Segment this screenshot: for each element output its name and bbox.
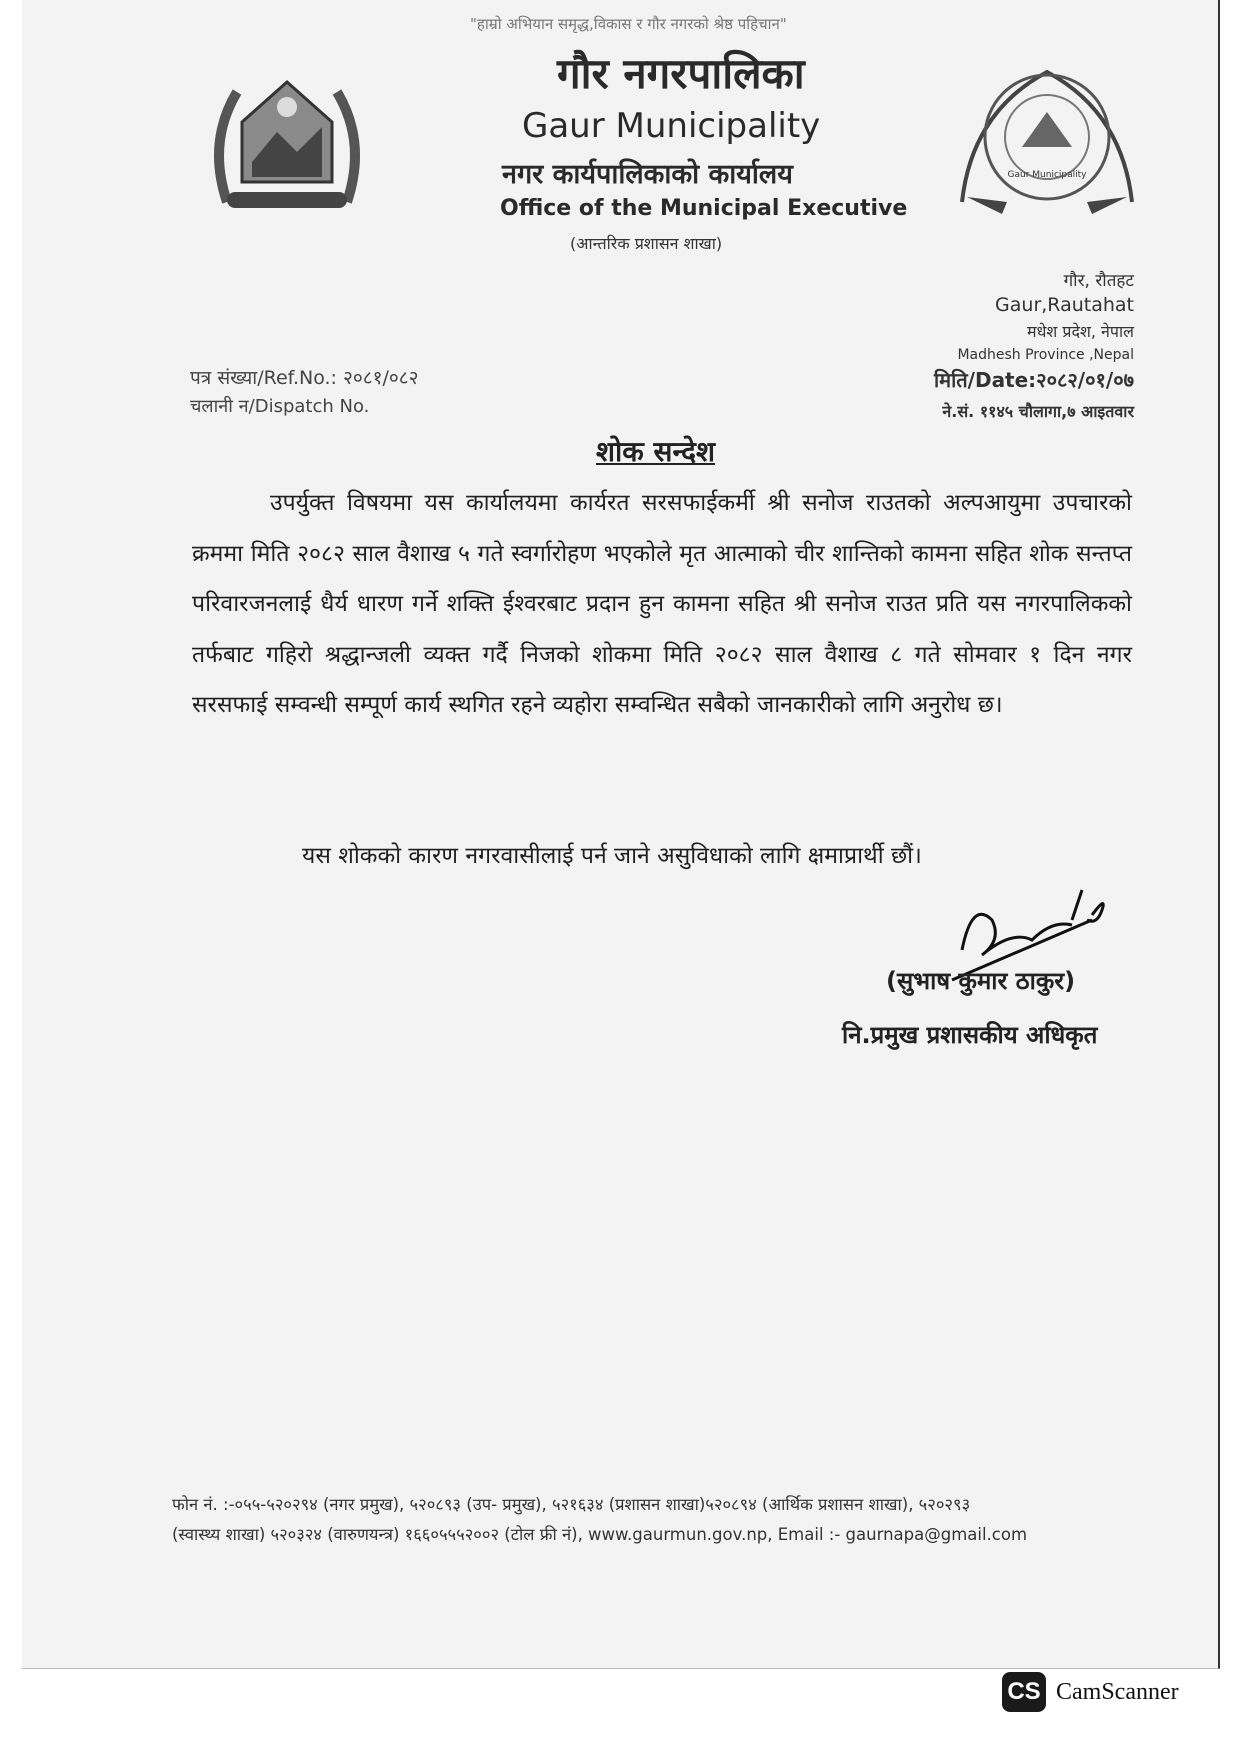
address-line-2: Gaur,Rautahat (995, 294, 1134, 316)
footer-line-2: (स्वास्थ्य शाखा) ५२०३२४ (वारुणयन्त्र) १६६०५५५२००२ (टोल फ्री नं), www.gaurmun.gov.np, Email :- gaurnapa@gmail.com (172, 1525, 1028, 1544)
address-line-1: गौर, रौतहट (1063, 271, 1134, 291)
municipality-name-en: Gaur Municipality (522, 106, 821, 146)
municipality-seal-icon (942, 52, 1152, 227)
nepal-emblem-icon (197, 62, 377, 222)
letter-subject: शोक सन्देश (596, 435, 716, 468)
reference-number: पत्र संख्या/Ref.No.: २०८१/०८२ (190, 367, 419, 389)
dispatch-number: चलानी न/Dispatch No. (190, 396, 370, 417)
footer-line-1: फोन नं. :-०५५-५२०२९४ (नगर प्रमुख), ५२०८९३ (उप- प्रमुख), ५२१६३४ (प्रशासन शाखा)५२०८९४ (आर्थिक प्रशासन शाखा), ५२०२९३ (172, 1495, 971, 1514)
seal-text: Gaur Municipality (1007, 170, 1087, 180)
letter-page (22, 0, 1220, 1669)
municipality-name-np: गौर नगरपालिका (557, 49, 805, 98)
address-line-4: Madhesh Province ,Nepal (957, 347, 1134, 363)
letter-body: उपर्युक्त विषयमा यस कार्यालयमा कार्यरत सरसफाईकर्मी श्री सनोज राउतको अल्पआयुमा उपचारको क्रममा मिति २०८२ साल वैशाख ५ गते स्वर्गारोहण भएकोले मृत आत्माको चीर शान्तिको कामना सहित शोक सन्तप्त परिवारजनलाई धैर्य धारण गर्ने शक्ति ईश्वरबाट प्रदान हुन कामना सहित श्री सनोज राउत प्रति यस नगरपालिकको तर्फबाट गहिरो श्रद्धान्जली व्यक्त गर्दै निजको शोकमा मिति २०८२ साल वैशाख ८ गते सोमवार १ दिन नगर सरसफाई सम्वन्धी सम्पूर्ण कार्य स्थगित रहने व्यहोरा सम्वन्धित सबैको जानकारीको लागि अनुरोध छ। (192, 490, 1132, 718)
branch-name: (आन्तरिक प्रशासन शाखा) (570, 234, 723, 253)
signer-title: नि.प्रमुख प्रशासकीय अधिकृत (842, 1021, 1098, 1049)
address-line-3: मधेश प्रदेश, नेपाल (1027, 322, 1134, 341)
camscanner-label: CamScanner (1056, 1679, 1179, 1705)
letter-closing: यस शोकको कारण नगरवासीलाई पर्न जाने असुविधाको लागि क्षमाप्रार्थी छौं। (302, 843, 922, 869)
footer-contacts (172, 1490, 1162, 1550)
office-name-en: Office of the Municipal Executive (500, 196, 908, 221)
camscanner-logo-icon: CS (1002, 1672, 1046, 1712)
nepal-sambat-date: ने.सं. ११४५ चौलागा,७ आइतवार (942, 402, 1134, 421)
signer-name: (सुभाष कुमार ठाकुर) (886, 967, 1076, 995)
office-name-np: नगर कार्यपालिकाको कार्यालय (502, 159, 793, 190)
letter-date: मिति/Date:२०८२/०१/०७ (933, 368, 1134, 392)
motto: "हाम्रो अभियान समृद्ध,विकास र गौर नगरको श्रेष्ठ पहिचान" (470, 15, 787, 33)
